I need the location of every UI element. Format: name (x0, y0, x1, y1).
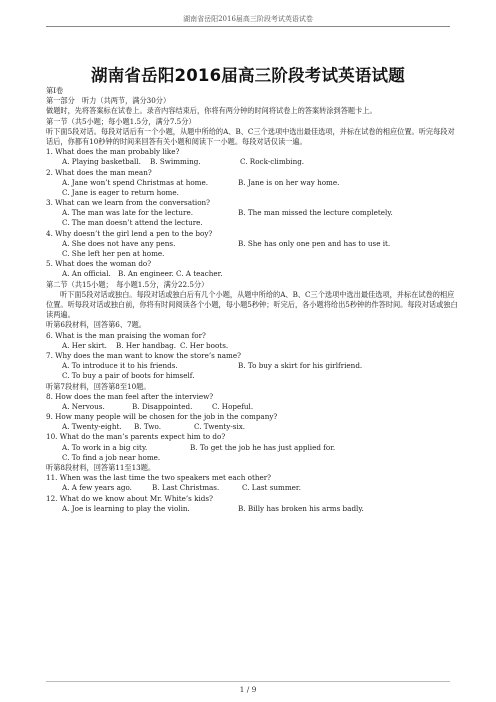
instructions: 做题时，先将答案标在试卷上。录音内容结束后，你将有两分钟的时间将试卷上的答案转涂到答题卡上。 (46, 106, 377, 116)
option-b: B. Last Christmas. (152, 483, 220, 493)
options-5 (46, 269, 458, 279)
option-a: A. She does not have any pens. (62, 238, 176, 248)
option-a: A. An official. (62, 269, 111, 279)
option-b: B. Two. (134, 422, 162, 432)
options-12 (46, 504, 458, 514)
option-b: B. Swimming. (150, 157, 201, 167)
question-9: 9. How many people will be chosen for the job in the company? (46, 412, 278, 422)
options-8 (46, 402, 458, 412)
question-2: 2. What does the man mean? (46, 167, 152, 177)
segment-note: 听第7段材料，回答第8至10题。 (46, 381, 151, 391)
options-7 (46, 361, 458, 371)
option-c: C. Jane is eager to return home. (62, 187, 179, 197)
option-a: A. To introduce it to his friends. (62, 361, 178, 371)
question-8: 8. How does the man feel after the interview? (46, 391, 214, 401)
question-6: 6. What is the man praising the woman for? (46, 330, 206, 340)
option-b: B. Jane is on her way home. (238, 177, 340, 187)
option-c: C. To buy a pair of boots for himself. (62, 371, 195, 381)
option-b: B. She has only one pen and has to use it. (238, 238, 391, 248)
option-a: A. Jane won’t spend Christmas at home. (62, 177, 208, 187)
question-4: 4. Why doesn’t the girl lend a pen to the boy? (46, 228, 213, 238)
option-a: A. Joe is learning to play the violin. (62, 503, 190, 513)
options-4 (46, 239, 458, 249)
question-10: 10. What do the man’s parents expect him to do? (46, 432, 226, 442)
option-a: A. The man was late for the lecture. (62, 208, 193, 218)
option-b: B. Her handbag. (116, 340, 177, 350)
option-b: B. Disappointed. (132, 401, 193, 411)
question-5: 5. What does the woman do? (46, 259, 152, 269)
options-6 (46, 341, 458, 351)
option-c: C. Twenty-six. (194, 422, 246, 432)
option-b: B. To buy a skirt for his girlfriend. (238, 361, 363, 371)
question-7: 7. Why does the man want to know the store’s name? (46, 350, 241, 360)
document-title: 湖南省岳阳2016届高三阶段考试英语试题 (91, 66, 405, 85)
running-header: 湖南省岳阳2016届高三阶段考试英语试卷 (183, 15, 313, 23)
section-heading: 第Ⅰ卷 (46, 86, 64, 95)
option-a: A. A few years ago. (62, 483, 132, 493)
segment-note: 听第8段材料，回答第11至13题。 (46, 463, 156, 473)
option-c: C. Last summer. (242, 483, 301, 493)
option-b: B. The man missed the lecture completely. (238, 208, 393, 218)
part-heading: 第一部分 听力（共两节，满分30分） (46, 96, 171, 106)
document-body (46, 86, 458, 514)
page-number: 1 / 9 (239, 685, 257, 694)
option-c: C. Hopeful. (212, 401, 254, 411)
options-1 (46, 157, 458, 167)
options-2 (46, 178, 458, 188)
question-11: 11. When was the last time the two speakers met each other? (46, 473, 272, 483)
question-12: 12. What do we know about Mr. White’s kids? (46, 493, 213, 503)
options-3 (46, 208, 458, 218)
option-c: C. A teacher. (176, 269, 223, 279)
option-b: B. Billy has broken his arms badly. (238, 503, 364, 513)
option-c: C. Rock-climbing. (240, 157, 305, 167)
option-a: A. Her skirt. (62, 340, 107, 350)
section-heading: 第一节（共5小题；每小题1.5分，满分7.5分） (46, 116, 196, 126)
instructions: 听下面5段对话或独白。每段对话或独白后有几个小题，从题中所给的A、B、C三个选项中选出最佳选项，并标在试卷的相应位置。听每段对话或独白前，你将有时间阅读各个小题，每小题5秒钟；听完后，各小题将给出5秒钟的作答时间。每段对话或独白读两遍。 (46, 289, 458, 320)
option-a: A. To work in a big city. (62, 442, 148, 452)
option-c: C. She left her pen at home. (62, 249, 165, 259)
question-3: 3. What can we learn from the conversation? (46, 198, 210, 208)
option-a: A. Nervous. (62, 401, 105, 411)
option-b: B. To get the job he has just applied for. (190, 442, 336, 452)
question-1: 1. What does the man probably like? (46, 147, 180, 157)
options-11 (46, 483, 458, 493)
footer-rule (46, 681, 450, 682)
options-10 (46, 443, 458, 453)
options-9 (46, 422, 458, 432)
section-heading: 第二节（共15小题； 每小题1.5分，满分22.5分） (46, 279, 209, 289)
option-a: A. Twenty-eight. (62, 422, 122, 432)
instructions: 听下面5段对话。每段对话后有一个小题，从题中所给的A、B、C三个选项中选出最佳选项，并标在试卷的相应位置。听完每段对话后，你都有10秒钟的时间来回答有关小题和阅读下一小题。每段对话仅读一遍。 (46, 126, 455, 146)
option-c: C. The man doesn’t attend the lecture. (62, 218, 203, 228)
segment-note: 听第6段材料，回答第6、7题。 (46, 320, 146, 330)
option-a: A. Playing basketball. (62, 157, 141, 167)
header-rule (46, 26, 450, 27)
option-c: C. Her boots. (180, 340, 229, 350)
option-b: B. An engineer. (118, 269, 174, 279)
option-c: C. To find a job near home. (62, 452, 161, 462)
